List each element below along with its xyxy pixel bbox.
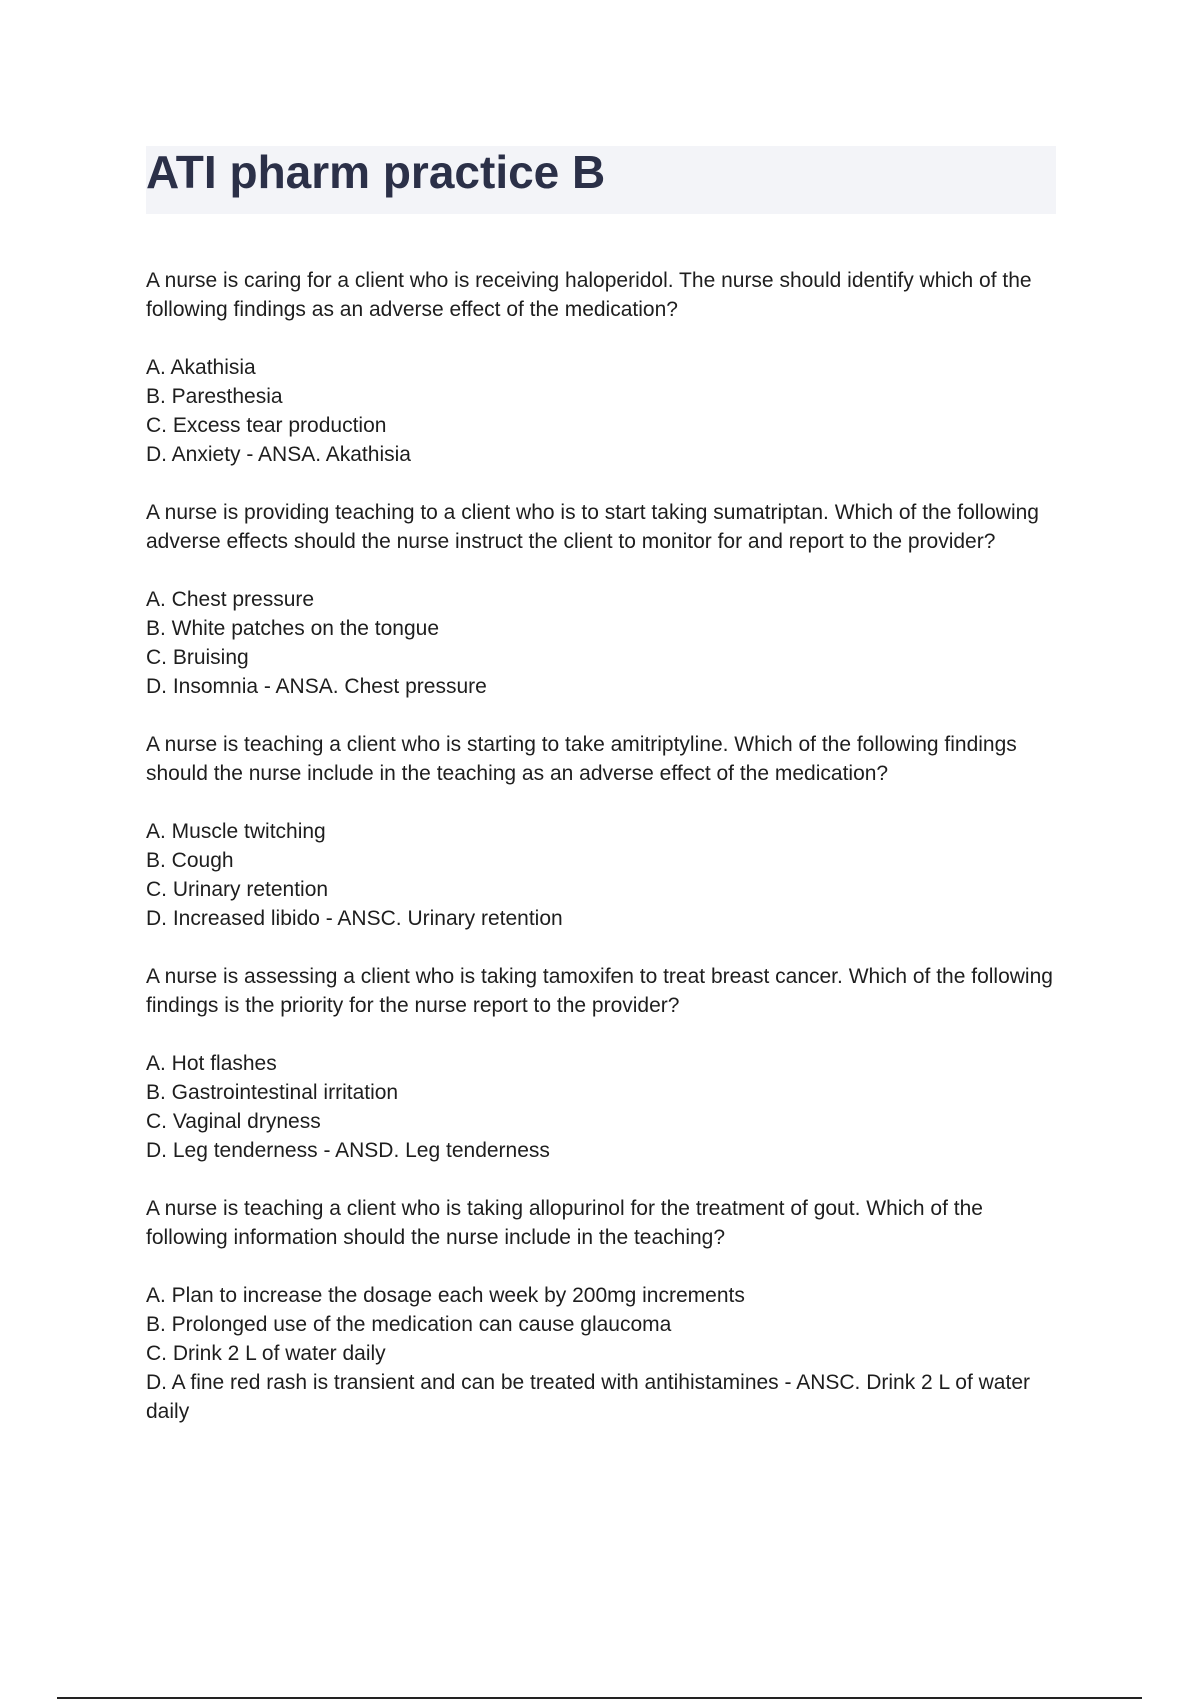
option-list [146,817,1066,933]
option-d-with-answer: D. Increased libido - ANSC. Urinary retention [146,907,563,930]
option-d-with-answer: D. Insomnia - ANSA. Chest pressure [146,675,487,698]
option-d-with-answer: D. Anxiety - ANSA. Akathisia [146,443,411,466]
option-d-with-answer: D. A fine red rash is transient and can be treated with antihistamines - ANSC. Drink 2 L of water daily [146,1371,1030,1423]
question-text: A nurse is caring for a client who is receiving haloperidol. The nurse should identify which of the following findings as an adverse effect of the medication? [146,269,1032,321]
footer-divider [57,1697,1142,1699]
option-c: C. Vaginal dryness [146,1110,321,1133]
question-item [146,962,1066,1165]
option-b: B. Cough [146,849,234,872]
option-c: C. Urinary retention [146,878,329,901]
option-c: C. Excess tear production [146,414,387,437]
option-b: B. White patches on the tongue [146,617,440,640]
option-a: A. Hot flashes [146,1052,277,1075]
question-text: A nurse is teaching a client who is taking allopurinol for the treatment of gout. Which of the following information should the nurse include in the teaching? [146,1197,983,1249]
option-c: C. Drink 2 L of water daily [146,1342,386,1365]
question-item [146,498,1066,701]
option-a: A. Akathisia [146,356,256,379]
option-list [146,585,1066,701]
option-list [146,1049,1066,1165]
page-title: ATI pharm practice B [146,146,606,198]
question-item [146,1194,1066,1426]
option-d-with-answer: D. Leg tenderness - ANSD. Leg tenderness [146,1139,550,1162]
option-a: A. Plan to increase the dosage each week by 200mg increments [146,1284,745,1307]
option-b: B. Gastrointestinal irritation [146,1081,399,1104]
option-list [146,353,1066,469]
question-text: A nurse is teaching a client who is starting to take amitriptyline. Which of the following findings should the nurse include in the teaching as an adverse effect of the medication? [146,733,1017,785]
option-b: B. Paresthesia [146,385,283,408]
question-item [146,266,1066,469]
option-a: A. Muscle twitching [146,820,326,843]
question-list [146,266,1066,1455]
question-text: A nurse is providing teaching to a client who is to start taking sumatriptan. Which of the following adverse effects should the nurse instruct the client to monitor for and report to the provider? [146,501,1039,553]
option-c: C. Bruising [146,646,249,669]
option-a: A. Chest pressure [146,588,315,611]
option-list [146,1281,1066,1426]
question-text: A nurse is assessing a client who is taking tamoxifen to treat breast cancer. Which of the following findings is the priority for the nurse report to the provider? [146,965,1053,1017]
question-item [146,730,1066,933]
option-b: B. Prolonged use of the medication can cause glaucoma [146,1313,672,1336]
